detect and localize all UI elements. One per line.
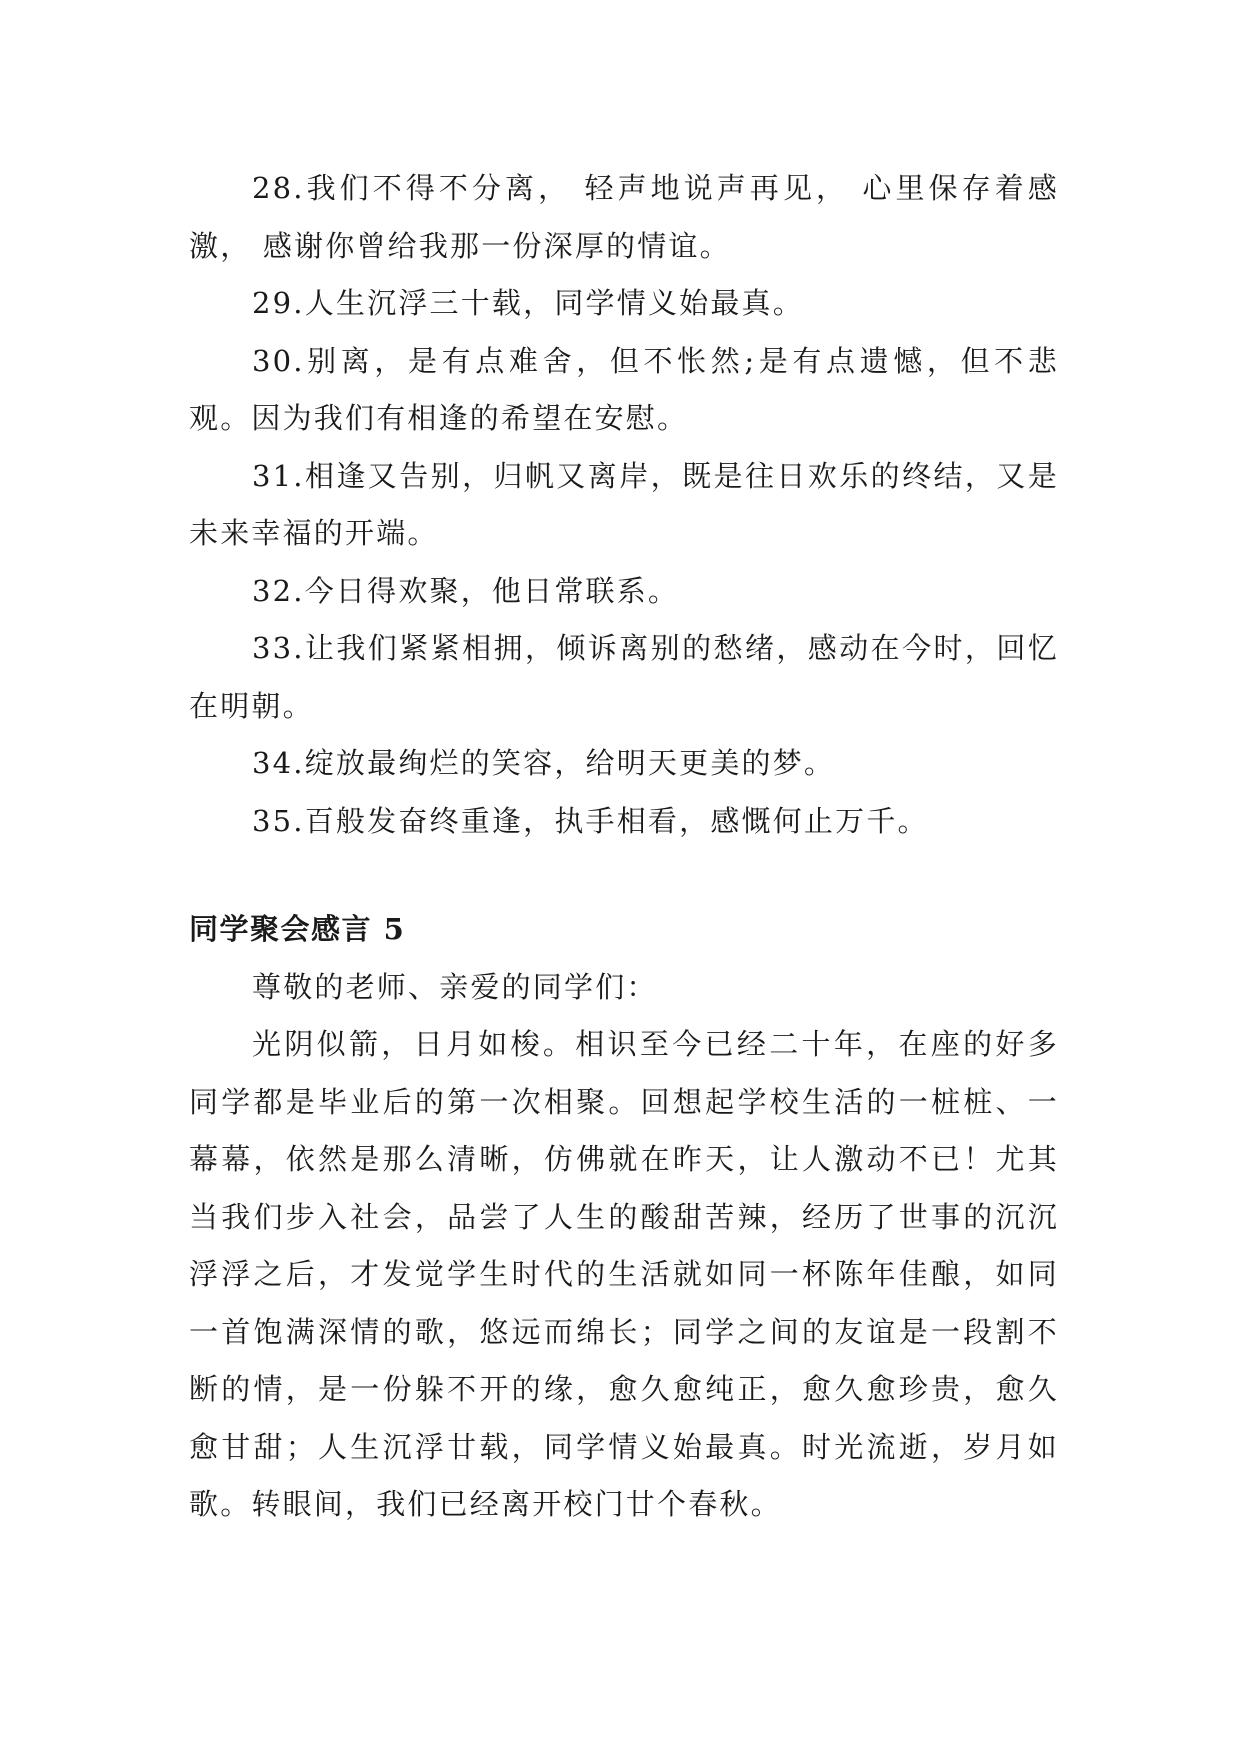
quote-paragraph: 34.绽放最绚烂的笑容，给明天更美的梦。 [252,746,836,780]
quote-paragraph: 31.相逢又告别，归帆又离岸，既是往日欢乐的终结，又是未来幸福的开端。 [189,458,1059,550]
document-content [189,160,1059,1534]
quote-paragraph: 35.百般发奋终重逢，执手相看，感慨何止万千。 [252,803,929,838]
quote-paragraph: 33.让我们紧紧相拥，倾诉离别的愁绪，感动在今时，回忆在明朝。 [189,631,1059,723]
body-paragraph: 光阴似箭，日月如梭。相识至今已经二十年，在座的好多同学都是毕业后的第一次相聚。回想起学校生活的一桩桩、一幕幕，依然是那么清晰，仿佛就在昨天，让人激动不已！尤其当我们步入社会，品尝了人生的酸甜苦辣，经历了世事的沉沉浮浮之后，才发觉学生时代的生活就如同一杯陈年佳酿，如同一首饱满深情的歌，悠远而绵长；同学之间的友谊是一段割不断的情，是一份躲不开的缘，愈久愈纯正，愈久愈珍贵，愈久愈甘甜；人生沉浮廿载，同学情义始最真。时光流逝，岁月如歌。转眼间，我们已经离开校门廿个春秋。 [189,1027,1059,1521]
section-heading: 同学聚会感言 5 [189,912,406,946]
quote-paragraph: 29.人生沉浮三十载，同学情义始最真。 [252,286,804,320]
greeting-paragraph: 尊敬的老师、亲爱的同学们： [252,969,658,1004]
quote-paragraph: 32.今日得欢聚，他日常联系。 [252,573,680,608]
quote-paragraph: 28.我们不得不分离， 轻声地说声再见， 心里保存着感激， 感谢你曾给我那一份深厚的情谊。 [189,171,1059,263]
quote-paragraph: 30.别离，是有点难舍，但不怅然;是有点遗憾，但不悲观。因为我们有相逢的希望在安慰。 [189,343,1059,435]
